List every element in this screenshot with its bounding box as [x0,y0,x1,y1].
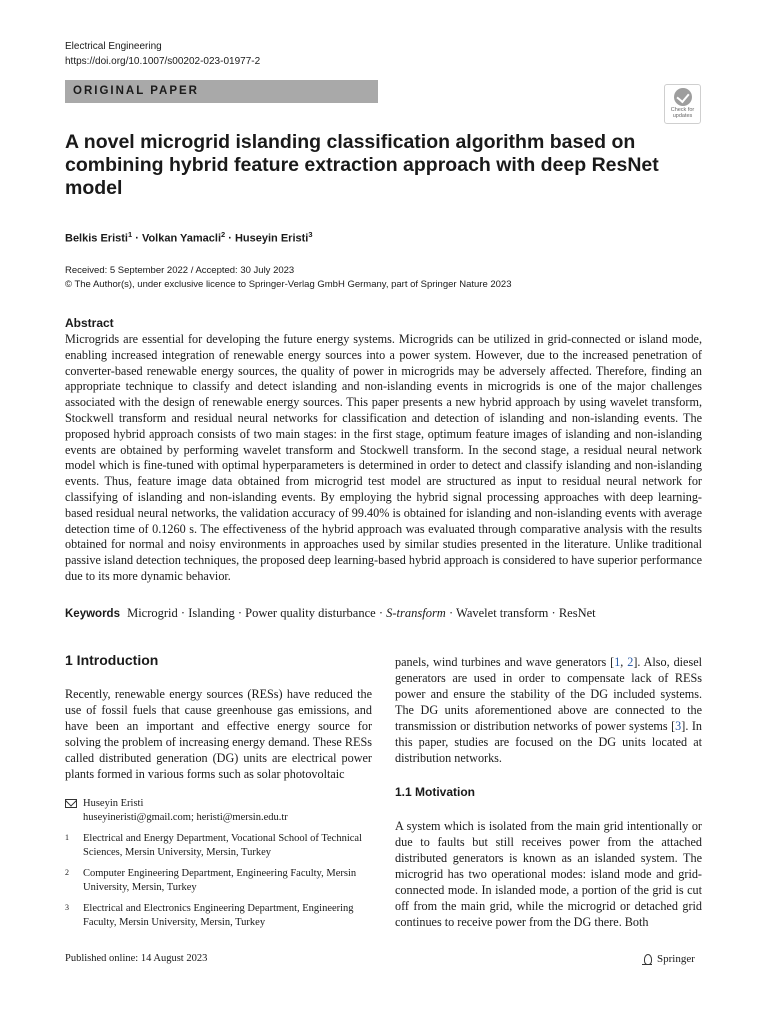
section-heading-introduction: 1 Introduction [65,652,159,668]
motivation-paragraph: A system which is isolated from the main grid intentionally or due to faults but still receives power from the attached distributed generators is known as an islanded system. The microgrid has two operational modes: island mode and grid-connected mode. In islanded mode, a portion of the grid is cut off from the main grid, while the microgrid or detached grid continues to receive power from the DG there. Both [395,819,702,929]
affiliation-text: Electrical and Electronics Engineering Department, Engineering Faculty, Mersin University, Mersin, Turkey [83,903,354,928]
footnotes [65,797,365,937]
intro-text-part: panels, wind turbines and wave generators [ [395,655,615,669]
affiliation-text: Electrical and Energy Department, Vocational School of Technical Sciences, Mersin University, Mersin, Turkey [83,833,362,858]
affiliation-text: Computer Engineering Department, Engineering Faculty, Mersin University, Mersin, Turkey [83,868,357,893]
crossmark-label-line2: updates [672,113,693,119]
author-separator: · [225,232,235,245]
author-name[interactable]: Belkis Eristi [65,232,128,245]
left-column [65,652,372,782]
intro-text-part: ]. In this paper, studies are focused on the DG units located at distribution networks. [395,719,702,765]
author-list [65,227,313,247]
introduction-paragraph-continued [395,654,702,766]
citation-link[interactable]: 2 [627,655,634,669]
crossmark-icon [674,88,692,106]
keyword: ResNet [558,606,596,620]
right-column [395,654,702,930]
affiliation-footnote [65,867,365,894]
intro-text-part: ]. Also, diesel generators are used in order to compensate lack of RESs power and ensure the stability of the DG included systems. The DG units aforementioned above are connected to the transmission or distribution networks of power systems [ [395,655,702,733]
keywords-line: Keywords Microgrid · Islanding · Power quality disturbance · S-transform · Wavelet transform · ResNet [65,606,596,620]
author-separator: · [132,232,142,245]
corresponding-author-email[interactable]: huseyineristi@gmail.com; heristi@mersin.edu.tr [83,811,288,823]
affiliation-footnote [65,902,365,929]
crossmark-label-line1: Check for [670,107,695,113]
corresponding-author-footnote [65,797,365,824]
introduction-paragraph: Recently, renewable energy sources (RESs) have reduced the use of fossil fuels that cause greenhouse gas emissions, and have been an important and effective energy source for solving the problem of increasing energy demand. These RESs called distributed generation (DG) units are electrical power plants formed in various forms such as solar photovoltaic [65,687,372,781]
doi-link[interactable]: https://doi.org/10.1007/s00202-023-01977-2 [65,56,261,67]
citation-link[interactable]: 1 [614,655,621,669]
publisher-name: Springer [657,953,695,965]
author-name[interactable]: Huseyin Eristi [234,232,309,245]
affiliation-mark: 1 [65,833,69,842]
abstract-heading: Abstract [65,316,114,330]
keyword: Microgrid [127,606,178,620]
keyword: Power quality disturbance [245,606,376,620]
citation-link[interactable]: 3 [675,719,682,733]
keyword: S-transform [386,606,446,620]
published-online-date: Published online: 14 August 2023 [65,953,208,964]
author-affiliation-mark: 1 [127,230,133,239]
abstract-text: Microgrids are essential for developing the future energy systems. Microgrids can be utilized in grid-connected or island mode, enabling increased integration of renewable energy sources into a power system. However, due to the increased penetration of converter-based renewable energy sources, the quality of power in microgrids may be adversely affected. Therefore, finding an appropriate technique to classify and detect islanding and non-islanding events in microgrids is one of the major challenges associated with the design of renewable energy sources. This paper presents a new hybrid approach by using wavelet transform, Stockwell transform and residual neural networks for classification and detection of islanding and non-islanding events. The proposed hybrid approach consists of two main stages: in the first stage, optimum feature images of islanding and non-islanding events are obtained by performing wavelet transform and Stockwell transform. In the second stage, a residual neural network model which is fine-tuned with optimal hyperparameters is determined in order to detect and classify islanding and non-islanding events. Thus, feature image data obtained from microgrid test model are structured as input to residual neural network for classifying of islanding and non-islanding events. By employing the hybrid signal processing approaches with deep learning-based residual neural networks, the validation accuracy of 99.40% is obtained for islanding and non-islanding events with average detection time of 0.1260 s. The effectiveness of the hybrid approach was evaluated through comparative analysis with the results obtained for normal and noisy environments in approaches used by similar studies presented in the literature. Unlike traditional passive island detection techniques, the proposed deep learning-based hybrid approach is considered to have superior performance due to its more dynamic behavior. [65,332,702,583]
affiliation-mark: 3 [65,903,69,912]
corresponding-author-name: Huseyin Eristi [83,798,144,809]
journal-name: Electrical Engineering [65,41,162,52]
subsection-heading-motivation: 1.1 Motivation [395,785,476,799]
paper-type-banner: ORIGINAL PAPER [65,80,378,103]
keyword: Islanding [188,606,235,620]
envelope-icon [65,799,77,808]
copyright-notice: © The Author(s), under exclusive licence to Springer-Verlag GmbH Germany, part of Springer Nature 2023 [65,279,512,290]
paper-title: A novel microgrid islanding classification algorithm based on combining hybrid feature extraction approach with deep ResNet model [65,131,659,199]
keywords-label: Keywords [65,608,120,620]
affiliation-footnote [65,832,365,859]
citation-separator: , [620,655,628,669]
author-name[interactable]: Volkan Yamacli [141,232,222,245]
affiliation-mark: 2 [65,868,69,877]
author-affiliation-mark: 2 [221,230,226,239]
received-accepted-dates: Received: 5 September 2022 / Accepted: 30 July 2023 [65,265,295,276]
author-affiliation-mark: 3 [308,230,313,239]
springer-horse-icon [642,953,653,965]
check-for-updates-badge[interactable] [664,84,701,124]
publisher-logo [642,952,695,966]
keyword: Wavelet transform [456,606,549,620]
